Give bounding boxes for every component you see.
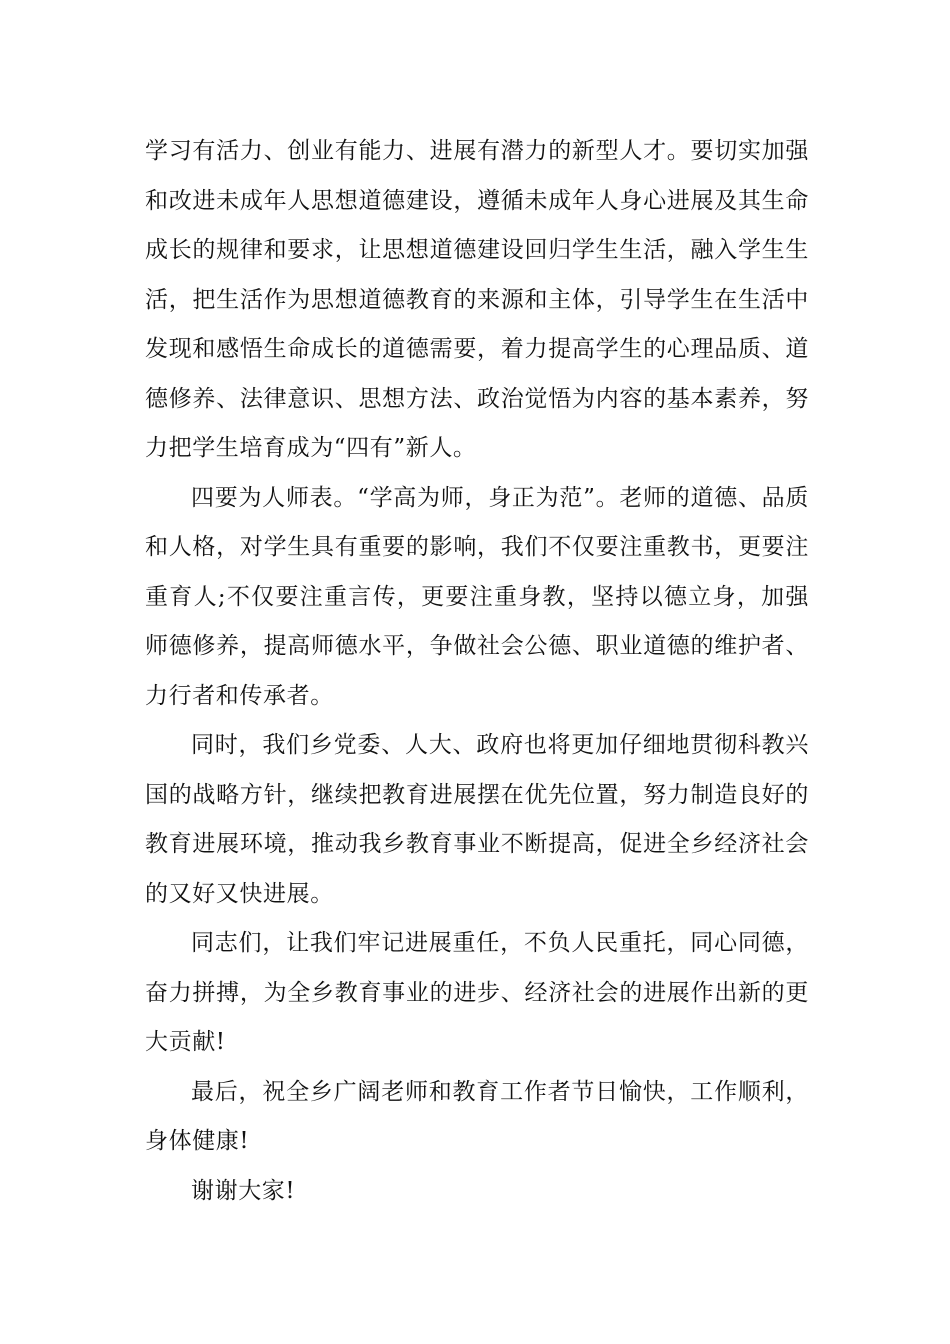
document-body: [145, 127, 809, 1216]
paragraph-government-commitment: 同时，我们乡党委、人大、政府也将更加仔细地贯彻科教兴国的战略方针，继续把教育进展摆在优先位置，努力制造良好的教育进展环境，推动我乡教育事业不断提高，促进全乡经济社会的又好又快进展。: [145, 732, 809, 907]
paragraph-thanks: 谢谢大家!: [191, 1177, 296, 1204]
paragraph-teacher-role-model: 四要为人师表。“学高为师，身正为范”。老师的道德、品质和人格，对学生具有重要的影响，我们不仅要注重教书，更要注重育人;不仅要注重言传，更要注重身教，坚持以德立身，加强师德修养，提高师德水平，争做社会公德、职业道德的维护者、力行者和传承者。: [145, 484, 809, 709]
paragraph-holiday-wishes: 最后，祝全乡广阔老师和教育工作者节日愉快，工作顺利，身体健康!: [145, 1078, 809, 1154]
paragraph-continuation: 学习有活力、创业有能力、进展有潜力的新型人才。要切实加强和改进未成年人思想道德建设，遵循未成年人身心进展及其生命成长的规律和要求，让思想道德建设回归学生生活，融入学生生活，把生活作为思想道德教育的来源和主体，引导学生在生活中发现和感悟生命成长的道德需要，着力提高学生的心理品质、道德修养、法律意识、思想方法、政治觉悟为内容的基本素养，努力把学生培育成为“四有”新人。: [145, 138, 809, 461]
paragraph-call-to-action: 同志们，让我们牢记进展重任，不负人民重托，同心同德，奋力拼搏，为全乡教育事业的进步、经济社会的进展作出新的更大贡献!: [145, 930, 809, 1055]
